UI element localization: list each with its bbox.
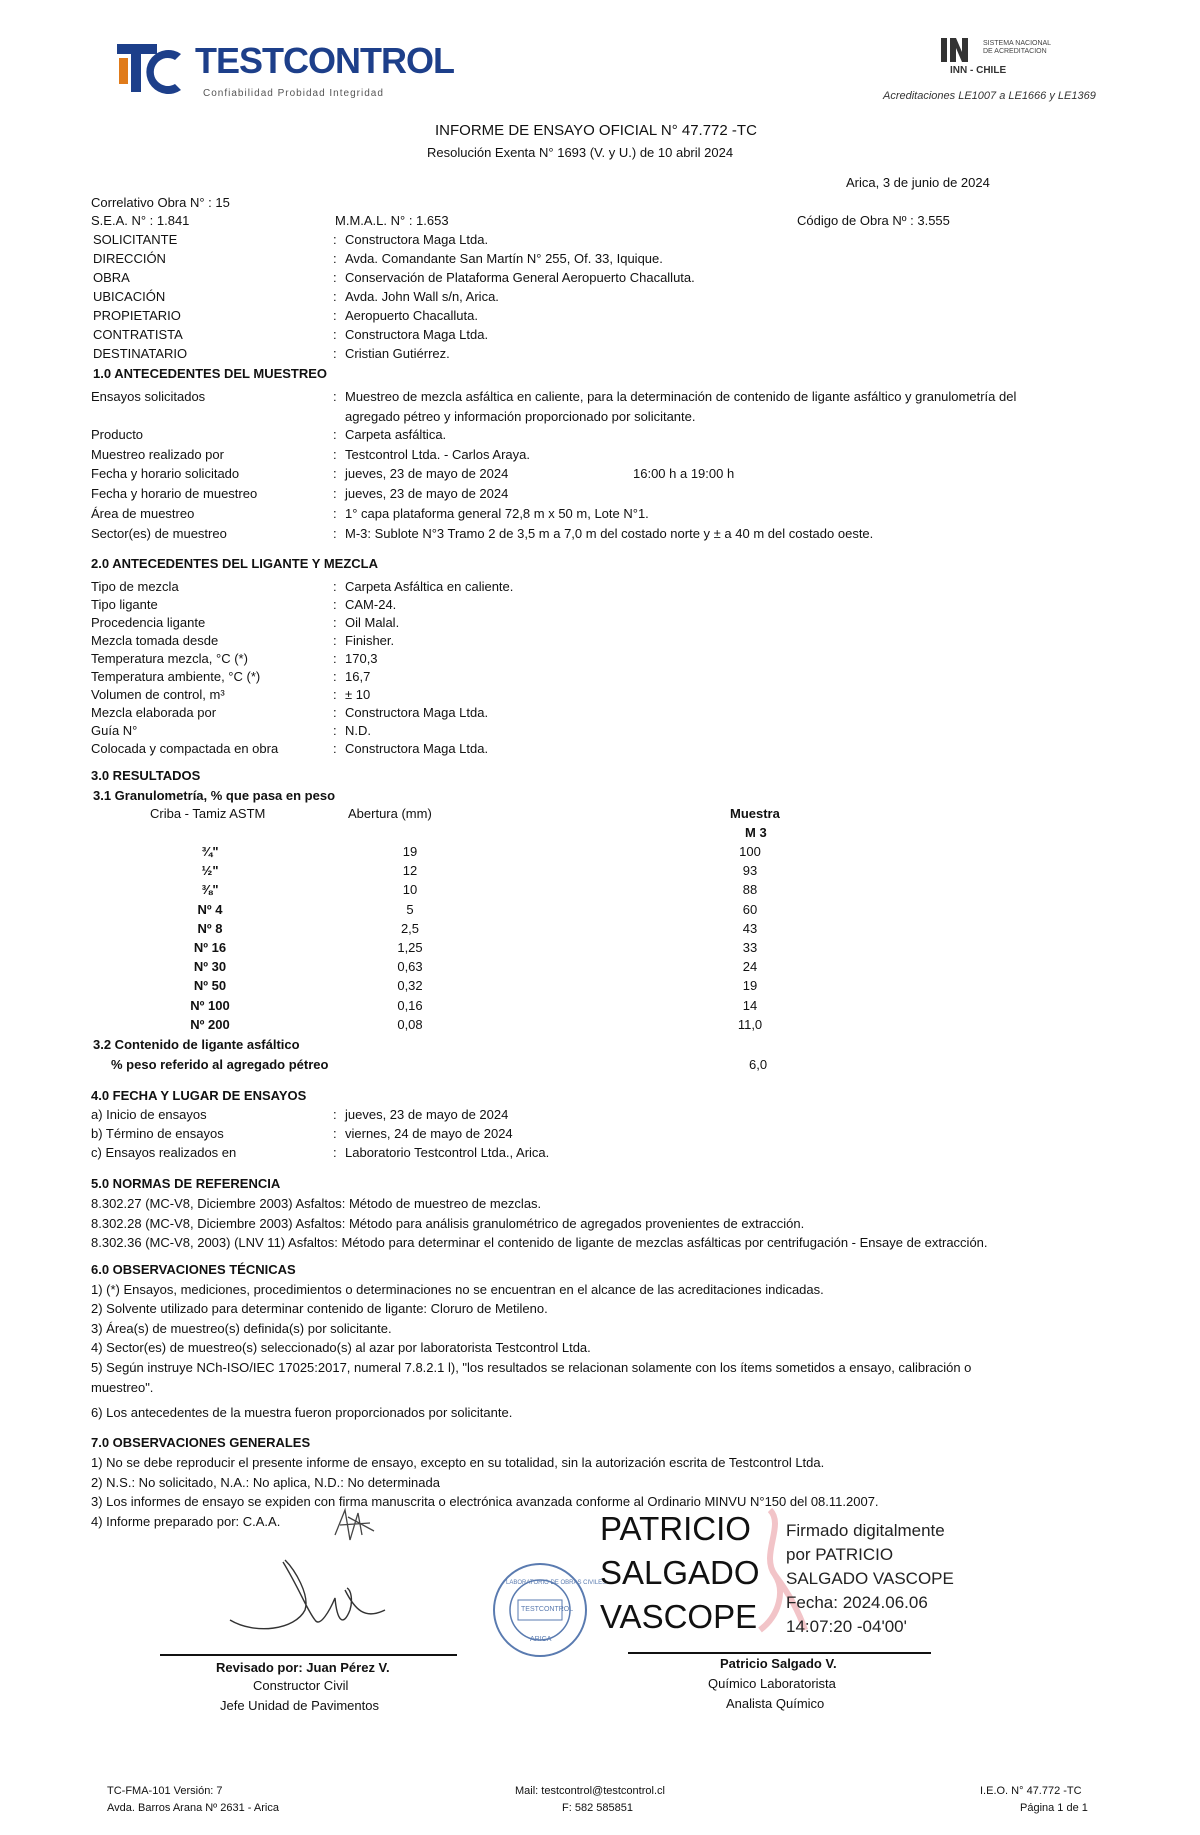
- section4-value: jueves, 23 de mayo de 2024: [345, 1107, 509, 1122]
- section2-value: Carpeta Asfáltica en caliente.: [345, 579, 514, 594]
- sieve-cell: Nº 50: [193, 978, 227, 994]
- section4-value: viernes, 24 de mayo de 2024: [345, 1126, 513, 1141]
- stamp-top-text: LABORATORIO DE OBRAS CIVILES: [506, 1580, 607, 1586]
- sample-value-cell: 24: [742, 959, 758, 975]
- section2-value: Oil Malal.: [345, 615, 400, 630]
- right-signer-role1: Químico Laboratorista: [708, 1676, 836, 1691]
- correlativo: Correlativo Obra N° : 15: [91, 195, 230, 210]
- colon: :: [333, 327, 337, 342]
- opening-cell: 1,25: [397, 940, 423, 955]
- right-signer-name: Patricio Salgado V.: [720, 1656, 837, 1671]
- info-value: Constructora Maga Ltda.: [345, 232, 489, 247]
- colon: :: [333, 232, 337, 247]
- colon: :: [333, 741, 337, 756]
- accreditation-org-line2: DE ACREDITACION: [983, 48, 1047, 55]
- section2-label: Mezcla tomada desde: [91, 633, 219, 648]
- digital-note-2: por PATRICIO: [786, 1545, 894, 1564]
- digital-note-1: Firmado digitalmente: [786, 1521, 945, 1540]
- schedule: 16:00 h a 19:00 h: [633, 466, 735, 481]
- section1-value: M-3: Sublote N°3 Tramo 2 de 3,5 m a 7,0 m del costado norte y ± a 40 m del costado oeste.: [345, 526, 874, 541]
- granulometry-subtitle: 3.1 Granulometría, % que pasa en peso: [93, 788, 336, 803]
- right-signer-role2: Analista Químico: [726, 1696, 825, 1711]
- colon: :: [333, 289, 337, 304]
- sieve-cell: ¾": [201, 844, 219, 859]
- general-observation-line: 3) Los informes de ensayo se expiden con firma manuscrita o electrónica avanzada conforme al Ordinario MINVU N°150 del 08.11.2007.: [91, 1494, 879, 1509]
- ensayos-label: Ensayos solicitados: [91, 389, 206, 404]
- section1-label: Producto: [91, 427, 144, 442]
- sieve-cell: Nº 200: [190, 1016, 230, 1032]
- opening-cell: 19: [402, 844, 418, 859]
- opening-cell: 10: [402, 882, 418, 898]
- colon: :: [333, 615, 337, 630]
- info-label: DIRECCIÓN: [93, 251, 166, 266]
- colon: :: [333, 597, 337, 612]
- reference-line: 8.302.27 (MC-V8, Diciembre 2003) Asfaltos: Método de muestreo de mezclas.: [91, 1196, 542, 1211]
- footer-ieo: I.E.O. N° 47.772 -TC: [980, 1785, 1082, 1797]
- col-opening: Abertura (mm): [348, 806, 432, 821]
- section1-value: 1° capa plataforma general 72,8 m x 50 m, Lote N°1.: [345, 506, 649, 521]
- general-observation-line: 2) N.S.: No solicitado, N.A.: No aplica, N.D.: No determinada: [91, 1474, 440, 1490]
- colon: :: [333, 705, 337, 720]
- section1-label: Fecha y horario de muestreo: [91, 486, 258, 501]
- section2-label: Procedencia ligante: [91, 615, 206, 630]
- opening-cell: 12: [402, 863, 418, 879]
- section1-value: jueves, 23 de mayo de 2024: [345, 486, 509, 501]
- section2-title: 2.0 ANTECEDENTES DEL LIGANTE Y MEZCLA: [91, 556, 379, 571]
- info-label: CONTRATISTA: [93, 327, 183, 342]
- opening-cell: 2,5: [400, 920, 420, 936]
- sieve-cell: Nº 8: [197, 920, 223, 936]
- info-label: OBRA: [93, 270, 130, 285]
- colon: :: [333, 526, 337, 541]
- footer-page: Página 1 de 1: [1020, 1802, 1088, 1814]
- left-signature-line: [160, 1654, 457, 1656]
- section2-label: Tipo ligante: [91, 597, 158, 612]
- sample-value-cell: 19: [742, 978, 758, 994]
- opening-cell: 0,32: [397, 978, 423, 994]
- section2-value: CAM-24.: [345, 597, 397, 612]
- section2-label: Temperatura mezcla, °C (*): [91, 651, 248, 666]
- mmal-number: M.M.A.L. N° : 1.653: [335, 213, 449, 228]
- colon: :: [333, 251, 337, 266]
- section6-title: 6.0 OBSERVACIONES TÉCNICAS: [91, 1262, 296, 1277]
- right-signature-line: [628, 1652, 931, 1654]
- sieve-cell: ⅜": [201, 882, 219, 898]
- section3-title: 3.0 RESULTADOS: [91, 768, 201, 783]
- info-value: Avda. Comandante San Martín N° 255, Of. 33, Iquique.: [345, 251, 663, 266]
- section1-label: Fecha y horario solicitado: [91, 466, 240, 481]
- stamp-bottom-text: ARICA: [530, 1636, 552, 1643]
- colon: :: [333, 486, 337, 501]
- section2-value: ± 10: [345, 687, 371, 702]
- info-label: UBICACIÓN: [93, 289, 166, 304]
- sample-value-cell: 33: [742, 940, 758, 955]
- brand-name: TESTCONTROL: [195, 40, 454, 81]
- tech-observation-line: muestreo".: [91, 1380, 154, 1395]
- section2-label: Temperatura ambiente, °C (*): [91, 669, 261, 684]
- section2-value: N.D.: [345, 723, 371, 738]
- tech-observation-line: 5) Según instruye NCh-ISO/IEC 17025:2017, numeral 7.8.2.1 l), "los resultados se relacionan solamente con los ítems sometidos a ensayo, calibración o: [91, 1360, 972, 1375]
- footer-address: Avda. Barros Arana Nº 2631 - Arica: [107, 1802, 279, 1814]
- section7-title: 7.0 OBSERVACIONES GENERALES: [91, 1435, 311, 1450]
- section1-title: 1.0 ANTECEDENTES DEL MUESTREO: [93, 366, 328, 381]
- tech-observation-line: 4) Sector(es) de muestreo(s) seleccionado(s) al azar por laboratorista Testcontrol Ltda.: [91, 1340, 591, 1355]
- handwritten-signature-icon: [225, 1550, 395, 1640]
- binder-label: % peso referido al agregado pétreo: [111, 1057, 329, 1072]
- footer-form: TC-FMA-101 Versión: 7: [107, 1785, 223, 1797]
- section2-label: Colocada y compactada en obra: [91, 741, 279, 756]
- section4-value: Laboratorio Testcontrol Ltda., Arica.: [345, 1145, 550, 1160]
- section1-value: Carpeta asfáltica.: [345, 427, 447, 442]
- section4-label: a) Inicio de ensayos: [91, 1107, 207, 1122]
- info-value: Constructora Maga Ltda.: [345, 327, 489, 342]
- colon: :: [333, 346, 337, 361]
- info-label: SOLICITANTE: [93, 232, 178, 247]
- sample-value-cell: 43: [742, 920, 758, 936]
- colon: :: [333, 1126, 337, 1141]
- colon: :: [333, 669, 337, 684]
- opening-cell: 0,08: [397, 1016, 423, 1032]
- section1-value: jueves, 23 de mayo de 2024: [345, 466, 509, 481]
- opening-cell: 0,63: [397, 959, 423, 975]
- sample-value-cell: 60: [742, 901, 758, 917]
- colon: :: [333, 466, 337, 481]
- sample-value-cell: 11,0: [737, 1016, 763, 1032]
- sample-value-cell: 14: [742, 997, 758, 1013]
- accreditation-org: [983, 40, 1051, 56]
- colon: :: [333, 308, 337, 323]
- section2-value: Constructora Maga Ltda.: [345, 705, 489, 720]
- section1-value: Testcontrol Ltda. - Carlos Araya.: [345, 447, 530, 462]
- section1-label: Área de muestreo: [91, 506, 195, 521]
- stamp-mid-text: TESTCONTROL: [521, 1606, 574, 1613]
- section2-value: Constructora Maga Ltda.: [345, 741, 489, 756]
- footer-phone: F: 582 585851: [562, 1802, 633, 1814]
- opening-cell: 5: [406, 901, 414, 917]
- col-sample: Muestra: [730, 806, 780, 821]
- info-label: PROPIETARIO: [93, 308, 181, 323]
- opening-cell: 0,16: [397, 997, 423, 1013]
- report-resolution: Resolución Exenta N° 1693 (V. y U.) de 10 abril 2024: [427, 145, 734, 160]
- binder-value: 6,0: [749, 1057, 768, 1072]
- section4-label: b) Término de ensayos: [91, 1126, 224, 1141]
- sample-value-cell: 88: [742, 882, 758, 898]
- report-date-place: Arica, 3 de junio de 2024: [846, 175, 990, 190]
- section2-value: 170,3: [345, 651, 378, 666]
- info-value: Conservación de Plataforma General Aeropuerto Chacalluta.: [345, 270, 695, 285]
- digital-note-3: SALGADO VASCOPE: [786, 1569, 954, 1588]
- report-title: INFORME DE ENSAYO OFICIAL N° 47.772 -TC: [435, 122, 757, 139]
- sieve-cell: Nº 30: [193, 959, 227, 975]
- sieve-cell: Nº 100: [190, 997, 230, 1013]
- digital-name-1: PATRICIO: [600, 1510, 751, 1547]
- section2-label: Mezcla elaborada por: [91, 705, 217, 720]
- general-observation-line: 4) Informe preparado por: C.A.A.: [91, 1513, 281, 1529]
- accreditations: Acreditaciones LE1007 a LE1666 y LE1369: [883, 90, 1096, 102]
- colon: :: [333, 651, 337, 666]
- reference-line: 8.302.36 (MC-V8, 2003) (LNV 11) Asfaltos: Método para determinar el contenido de ligante de mezclas asfálticas por centrifugación - Ensaye de extracción.: [91, 1235, 988, 1250]
- accreditation-org-line1: SISTEMA NACIONAL: [983, 40, 1052, 47]
- tech-observation-line: 1) (*) Ensayos, mediciones, procedimientos o determinaciones no se encuentran en el alcance de las acreditaciones indicadas.: [91, 1282, 824, 1297]
- work-code: Código de Obra Nº : 3.555: [797, 213, 950, 228]
- digital-name-2: SALGADO: [600, 1554, 760, 1591]
- left-signer-role1: Constructor Civil: [253, 1678, 349, 1693]
- digital-note-4: Fecha: 2024.06.06: [786, 1593, 928, 1612]
- info-value: Aeropuerto Chacalluta.: [345, 308, 478, 323]
- info-label: DESTINATARIO: [93, 346, 188, 361]
- initials-scribble-icon: [330, 1505, 380, 1545]
- digital-note-5: 14:07:20 -04'00': [786, 1617, 907, 1636]
- sieve-cell: ½": [201, 863, 219, 879]
- section2-label: Guía N°: [91, 723, 138, 738]
- brand-tagline: Confiabilidad Probidad Integridad: [203, 88, 384, 99]
- colon: :: [333, 723, 337, 738]
- section2-value: 16,7: [345, 669, 371, 684]
- colon: :: [333, 1145, 337, 1160]
- colon: :: [333, 633, 337, 648]
- info-value: Cristian Gutiérrez.: [345, 346, 450, 361]
- info-value: Avda. John Wall s/n, Arica.: [345, 289, 499, 304]
- binder-subtitle: 3.2 Contenido de ligante asfáltico: [93, 1037, 300, 1052]
- section2-label: Volumen de control, m³: [91, 687, 225, 702]
- section4-title: 4.0 FECHA Y LUGAR DE ENSAYOS: [91, 1088, 307, 1103]
- ensayos-value-line2: agregado pétreo y información proporcionado por solicitante.: [345, 409, 696, 424]
- accreditation-logo-text: INN - CHILE: [950, 65, 1007, 76]
- left-signer-role2: Jefe Unidad de Pavimentos: [220, 1698, 379, 1713]
- tech-observation-line: 3) Área(s) de muestreo(s) definida(s) por solicitante.: [91, 1321, 392, 1336]
- col-sieve: Criba - Tamiz ASTM: [150, 806, 266, 821]
- colon: :: [333, 447, 337, 462]
- sieve-cell: Nº 16: [193, 940, 227, 955]
- footer-mail: Mail: testcontrol@testcontrol.cl: [515, 1785, 665, 1797]
- section2-label: Tipo de mezcla: [91, 579, 179, 594]
- reference-line: 8.302.28 (MC-V8, Diciembre 2003) Asfaltos: Método para análisis granulométrico de agregados provenientes de extracción.: [91, 1215, 805, 1231]
- inn-logo-icon: [940, 36, 976, 66]
- digital-name-3: VASCOPE: [600, 1598, 758, 1635]
- tech-observation-line: 2) Solvente utilizado para determinar contenido de ligante: Cloruro de Metileno.: [91, 1301, 548, 1316]
- sample-value-cell: 93: [742, 863, 758, 879]
- section1-label: Sector(es) de muestreo: [91, 526, 227, 541]
- colon: :: [333, 389, 337, 404]
- colon: :: [333, 506, 337, 521]
- colon: :: [333, 1107, 337, 1122]
- tech-observation-line: 6) Los antecedentes de la muestra fueron proporcionados por solicitante.: [91, 1405, 513, 1420]
- section2-value: Finisher.: [345, 633, 395, 648]
- colon: :: [333, 579, 337, 594]
- section1-label: Muestreo realizado por: [91, 447, 224, 462]
- section4-label: c) Ensayos realizados en: [91, 1145, 237, 1160]
- col-sample-id: M 3: [745, 825, 767, 840]
- sample-value-cell: 100: [739, 844, 761, 859]
- colon: :: [333, 427, 337, 442]
- sea-number: S.E.A. N° : 1.841: [91, 213, 190, 228]
- general-observation-line: 1) No se debe reproducir el presente informe de ensayo, excepto en su totalidad, sin la autorización escrita de Testcontrol Ltda.: [91, 1455, 825, 1470]
- left-signer-name: Revisado por: Juan Pérez V.: [216, 1660, 390, 1675]
- testcontrol-logo-icon: [117, 44, 183, 94]
- colon: :: [333, 270, 337, 285]
- section5-title: 5.0 NORMAS DE REFERENCIA: [91, 1176, 281, 1191]
- ensayos-value-line1: Muestreo de mezcla asfáltica en caliente, para la determinación de contenido de ligante asfáltico y granulometría del: [345, 389, 1017, 404]
- sieve-cell: Nº 4: [197, 901, 223, 917]
- colon: :: [333, 687, 337, 702]
